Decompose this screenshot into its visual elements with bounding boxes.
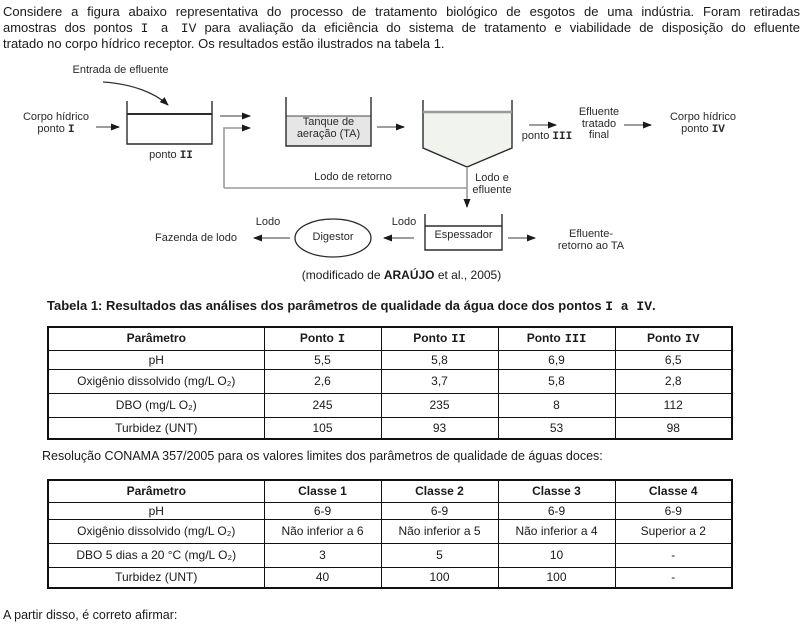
table2-conama-limits bbox=[47, 479, 733, 589]
table-cell: 8 bbox=[498, 393, 615, 417]
table-cell: - bbox=[615, 567, 732, 588]
table-cell: - bbox=[615, 543, 732, 567]
source-citation: (modificado de ARAÚJO et al., 2005) bbox=[301, 268, 502, 282]
lodo-label-right: Lodo bbox=[391, 216, 417, 228]
arrow-return-lower bbox=[224, 128, 250, 188]
table2-header-classe4: Classe 4 bbox=[615, 480, 732, 502]
table-cell: 6-9 bbox=[264, 502, 381, 519]
table-cell: 6-9 bbox=[381, 502, 498, 519]
table-cell: 6,5 bbox=[615, 350, 732, 369]
espessador-label: Espessador bbox=[434, 229, 493, 241]
ponto3-label: ponto III bbox=[521, 130, 573, 143]
table-cell: 245 bbox=[264, 393, 381, 417]
intro-line-1: Considere a figura abaixo representativa do processo de tratamento biológico de esgotos de uma indústria. Foram retiradas bbox=[3, 4, 800, 19]
efluente-retorno-label: Efluente- retorno ao TA bbox=[557, 228, 625, 252]
table-row bbox=[48, 369, 732, 393]
table-cell: DBO 5 dias a 20 °C (mg/L O₂) bbox=[48, 543, 264, 567]
intro-paragraph bbox=[3, 4, 800, 52]
table-cell: 5,8 bbox=[381, 350, 498, 369]
lodo-retorno-label: Lodo de retorno bbox=[314, 171, 392, 183]
table-cell: 3,7 bbox=[381, 369, 498, 393]
table1-header-ponto2: Ponto II bbox=[381, 327, 498, 350]
conama-intro-text: Resolução CONAMA 357/2005 para os valores limites dos parâmetros de qualidade de águas doces: bbox=[42, 449, 603, 463]
table1-header-parametro: Parâmetro bbox=[48, 327, 264, 350]
table-cell: 93 bbox=[381, 417, 498, 439]
table-cell: Turbidez (UNT) bbox=[48, 567, 264, 588]
intro-line-3: tratado no corpo hídrico receptor. Os resultados estão ilustrados na tabela 1. bbox=[3, 36, 445, 51]
table-cell: 112 bbox=[615, 393, 732, 417]
table-cell: Não inferior a 5 bbox=[381, 519, 498, 543]
table-row bbox=[48, 543, 732, 567]
table-row bbox=[48, 567, 732, 588]
table-cell: 5,8 bbox=[498, 369, 615, 393]
table1-results bbox=[47, 326, 733, 440]
table-row bbox=[48, 350, 732, 369]
table-cell: Não inferior a 6 bbox=[264, 519, 381, 543]
table-cell: 105 bbox=[264, 417, 381, 439]
citation-author: ARAÚJO bbox=[383, 268, 435, 282]
table-cell: 40 bbox=[264, 567, 381, 588]
table-cell: 98 bbox=[615, 417, 732, 439]
lodo-label-left: Lodo bbox=[255, 216, 281, 228]
table-cell: Oxigênio dissolvido (mg/L O₂) bbox=[48, 519, 264, 543]
table1-header-ponto3: Ponto III bbox=[498, 327, 615, 350]
entrada-curved-arrow bbox=[103, 82, 168, 105]
table-cell: 100 bbox=[498, 567, 615, 588]
lodo-efluente-label: Lodo e efluente bbox=[472, 172, 512, 196]
table2-header-row bbox=[48, 480, 732, 502]
efluente-tratado-label: Efluente tratado final bbox=[578, 106, 620, 141]
table2-header-parametro: Parâmetro bbox=[48, 480, 264, 502]
table-cell: 6-9 bbox=[615, 502, 732, 519]
table-cell: 3 bbox=[264, 543, 381, 567]
table-cell: 6-9 bbox=[498, 502, 615, 519]
digestor-label: Digestor bbox=[312, 231, 354, 243]
table-cell: Oxigênio dissolvido (mg/L O₂) bbox=[48, 369, 264, 393]
table-cell: 53 bbox=[498, 417, 615, 439]
table2-header-classe1: Classe 1 bbox=[264, 480, 381, 502]
tank-ponto-2 bbox=[127, 101, 212, 144]
table-row bbox=[48, 502, 732, 519]
process-diagram bbox=[0, 60, 803, 265]
table-cell: 100 bbox=[381, 567, 498, 588]
table-cell: pH bbox=[48, 350, 264, 369]
table2-header-classe3: Classe 3 bbox=[498, 480, 615, 502]
ponto2-label: ponto II bbox=[149, 149, 193, 162]
table1-header-ponto1: Ponto I bbox=[264, 327, 381, 350]
table-cell: 6,9 bbox=[498, 350, 615, 369]
table1-header-row bbox=[48, 327, 732, 350]
table-cell: 5,5 bbox=[264, 350, 381, 369]
table-row bbox=[48, 417, 732, 439]
table-cell: pH bbox=[48, 502, 264, 519]
clarifier-tank bbox=[423, 100, 512, 167]
tanque-aeracao-label: Tanque de aeração (TA) bbox=[296, 116, 361, 140]
points-range-mono: I a IV bbox=[140, 20, 197, 36]
table-cell: DBO (mg/L O₂) bbox=[48, 393, 264, 417]
table-row bbox=[48, 393, 732, 417]
table-cell: 2,6 bbox=[264, 369, 381, 393]
question-prompt: A partir disso, é correto afirmar: bbox=[3, 608, 178, 622]
table-cell: 10 bbox=[498, 543, 615, 567]
table2-header-classe2: Classe 2 bbox=[381, 480, 498, 502]
table-cell: Superior a 2 bbox=[615, 519, 732, 543]
table-cell: 5 bbox=[381, 543, 498, 567]
table1-title: Tabela 1: Resultados das análises dos parâmetros de qualidade da água doce dos pontos I a IV. bbox=[47, 298, 656, 314]
table-cell: 2,8 bbox=[615, 369, 732, 393]
table-cell: Não inferior a 4 bbox=[498, 519, 615, 543]
corpo-hidrico-ponto1-label: Corpo hídrico ponto I bbox=[22, 111, 90, 136]
table-cell: Turbidez (UNT) bbox=[48, 417, 264, 439]
table1-header-ponto4: Ponto IV bbox=[615, 327, 732, 350]
table-row bbox=[48, 519, 732, 543]
corpo-hidrico-ponto4-label: Corpo hídrico ponto IV bbox=[669, 111, 737, 136]
fazenda-lodo-label: Fazenda de lodo bbox=[155, 232, 237, 244]
entrada-efluente-label: Entrada de efluente bbox=[72, 64, 169, 76]
table-cell: 235 bbox=[381, 393, 498, 417]
intro-line-2: amostras dos pontos I a IV para avaliação da eficiência do sistema de tratamento e viabilidade de disposição do efluente bbox=[3, 19, 800, 36]
